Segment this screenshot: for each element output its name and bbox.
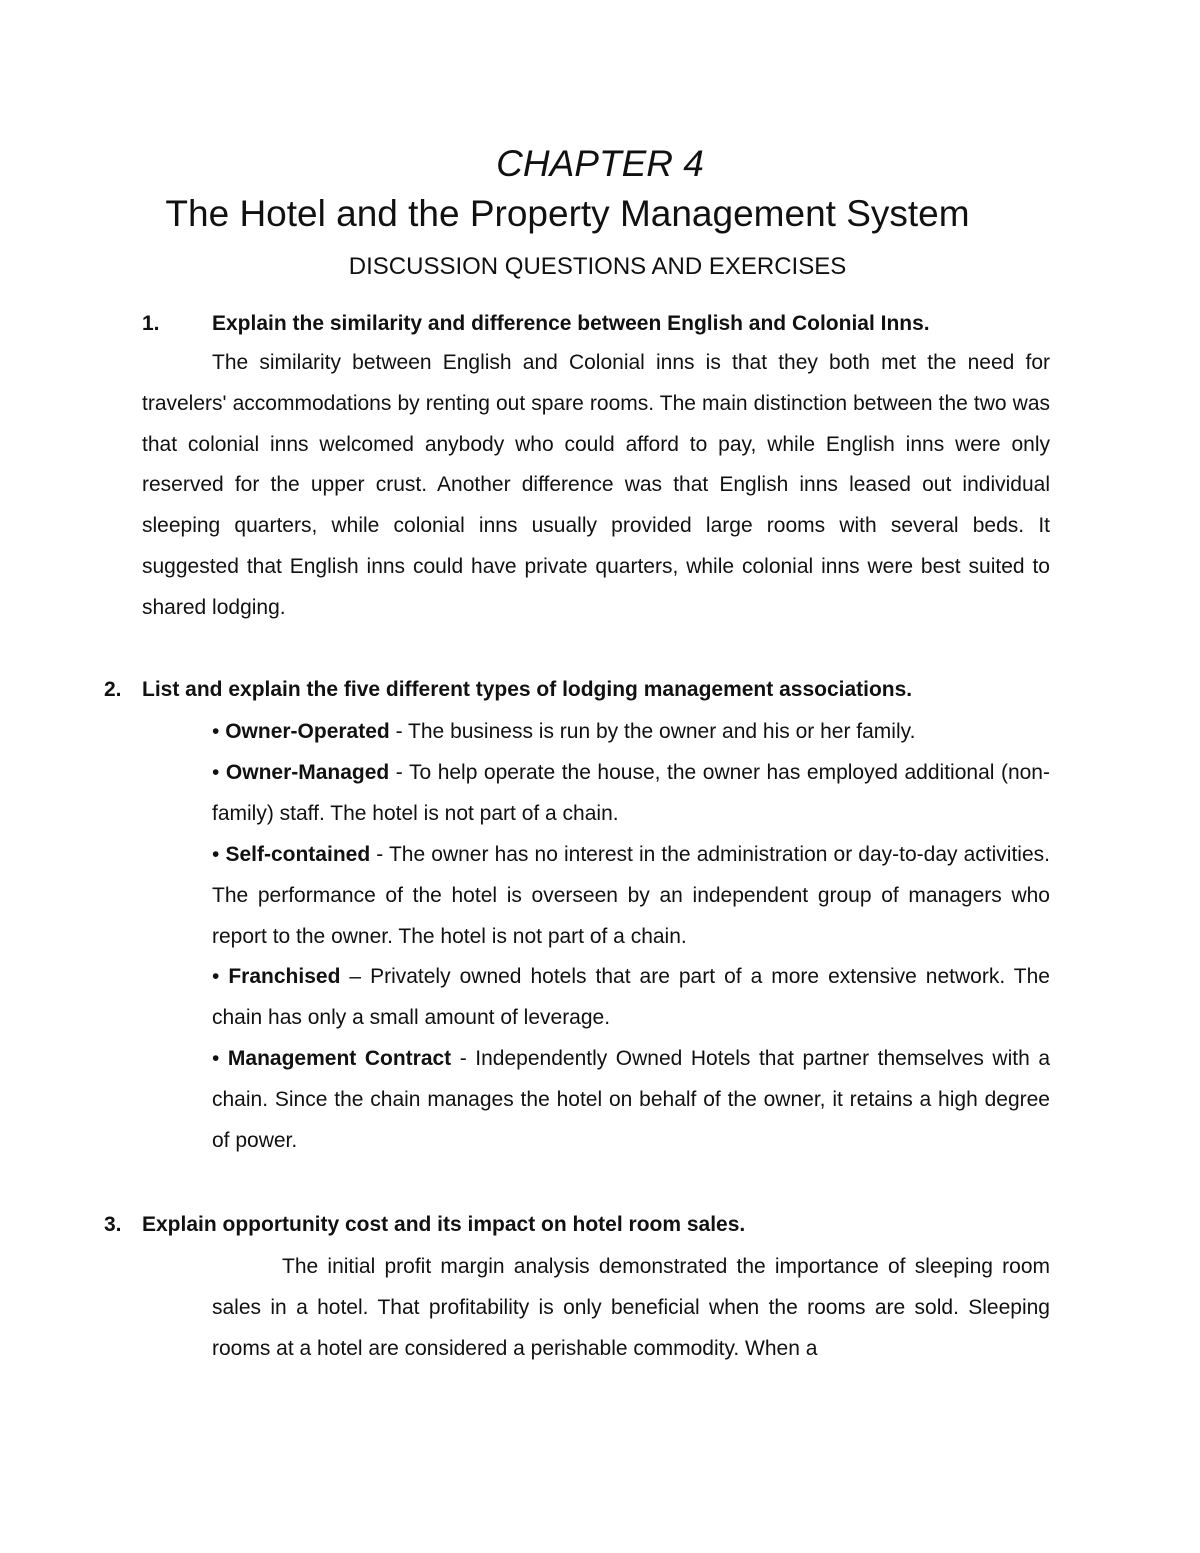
question-text: List and explain the five different types of lodging management associations. bbox=[142, 678, 913, 701]
list-item bbox=[212, 835, 1050, 957]
chapter-heading: CHAPTER 4 bbox=[496, 143, 704, 184]
list-item bbox=[212, 753, 1050, 835]
item-term: Management Contract bbox=[227, 1047, 452, 1070]
bullet-marker: • bbox=[212, 843, 220, 866]
answer-1 bbox=[142, 343, 1050, 629]
item-description: Privately owned hotels that are part of a more extensive network. The chain has only a small amount of leverage. bbox=[212, 965, 1050, 1029]
question-text: Explain the similarity and difference between English and Colonial Inns. bbox=[212, 312, 930, 335]
section-subtitle: DISCUSSION QUESTIONS AND EXERCISES bbox=[348, 253, 847, 280]
item-description: The owner has no interest in the administration or day-to-day activities. The performance of the hotel is overseen by an independent group of managers who report to the owner. The hotel is not part of a chain. bbox=[212, 843, 1050, 948]
bullet-marker: • bbox=[212, 720, 220, 743]
item-term: Self-contained bbox=[225, 843, 371, 866]
question-1 bbox=[142, 309, 930, 339]
list-item bbox=[212, 712, 1050, 753]
bullet-marker: • bbox=[212, 1047, 220, 1070]
document-title: The Hotel and the Property Management System bbox=[165, 193, 970, 234]
item-separator: - bbox=[370, 843, 389, 866]
item-description: The business is run by the owner and his or her family. bbox=[408, 720, 916, 743]
bullet-marker: • bbox=[212, 761, 220, 784]
list-item bbox=[212, 957, 1050, 1039]
item-separator: - bbox=[389, 720, 409, 743]
answer-text: The similarity between English and Colonial inns is that they both met the need for travelers' accommodations by renting out spare rooms. The main distinction between the two was that colonial inns welcomed anybody who could afford to pay, while English inns were only reserved for the upper crust. Another difference was that English inns leased out individual sleeping quarters, while colonial inns usually provided large rooms with several beds. It suggested that English inns could have private quarters, while colonial inns were best suited to shared lodging. bbox=[142, 351, 1050, 619]
question-number: 1. bbox=[142, 312, 160, 335]
item-term: Owner-Operated bbox=[225, 720, 390, 743]
question-number: 2. bbox=[104, 678, 122, 701]
item-term: Owner-Managed bbox=[225, 761, 390, 784]
item-description: To help operate the house, the owner has employed additional (non-family) staff. The hotel is not part of a chain. bbox=[212, 761, 1050, 825]
question-text: Explain opportunity cost and its impact on hotel room sales. bbox=[142, 1213, 746, 1236]
answer-3 bbox=[212, 1247, 1050, 1369]
item-separator: - bbox=[451, 1047, 476, 1070]
item-description: Independently Owned Hotels that partner themselves with a chain. Since the chain manages the hotel on behalf of the owner, it retains a high degree of power. bbox=[212, 1047, 1050, 1152]
item-term: Franchised bbox=[228, 965, 341, 988]
bullet-marker: • bbox=[212, 965, 220, 988]
answer-text: The initial profit margin analysis demonstrated the importance of sleeping room sales in a hotel. That profitability is only beneficial when the rooms are sold. Sleeping rooms at a hotel are considered a perishable commodity. When a bbox=[212, 1255, 1050, 1360]
item-separator: - bbox=[389, 761, 409, 784]
question-2 bbox=[104, 675, 912, 705]
question-number: 3. bbox=[104, 1213, 122, 1236]
item-separator: – bbox=[340, 965, 371, 988]
list-item bbox=[212, 1039, 1050, 1161]
question-3 bbox=[104, 1210, 745, 1240]
